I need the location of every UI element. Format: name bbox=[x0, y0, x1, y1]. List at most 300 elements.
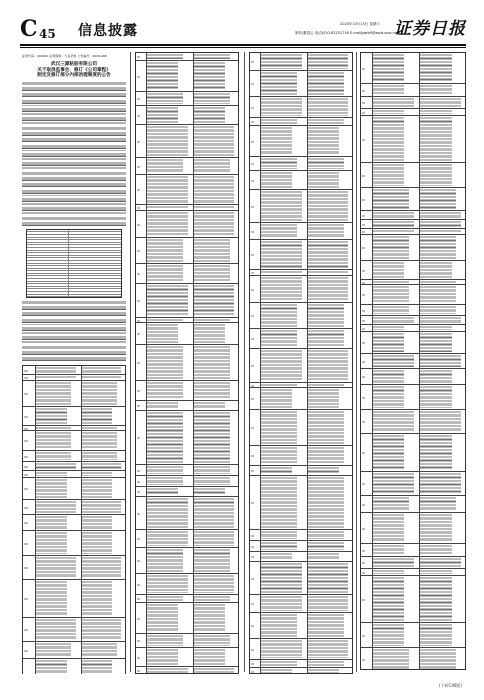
table-cell bbox=[373, 514, 404, 542]
table-cell bbox=[194, 531, 234, 546]
table-row bbox=[250, 157, 352, 171]
table-row bbox=[136, 634, 238, 648]
table-cell bbox=[82, 660, 112, 674]
table-row bbox=[23, 462, 125, 471]
table-cell bbox=[373, 624, 404, 646]
table-cell bbox=[194, 126, 234, 156]
table-cell bbox=[373, 189, 409, 209]
announcement-title-line: 制定及修订部分内部治理制度的公告 bbox=[37, 73, 111, 79]
table-row bbox=[361, 163, 465, 188]
table-cell bbox=[24, 377, 28, 379]
table-cell bbox=[147, 265, 182, 282]
articles-comparison-table bbox=[249, 52, 353, 674]
table-cell bbox=[251, 455, 254, 457]
table-cell bbox=[420, 355, 461, 367]
table-row bbox=[23, 478, 125, 500]
table-cell bbox=[194, 212, 234, 236]
table-row bbox=[136, 106, 238, 125]
table-cell bbox=[420, 386, 451, 408]
table-cell bbox=[251, 231, 254, 233]
table-cell bbox=[420, 164, 451, 186]
table-cell bbox=[251, 625, 254, 627]
table-row bbox=[361, 648, 465, 670]
table-cell bbox=[194, 668, 234, 673]
table-cell bbox=[82, 463, 121, 469]
table-row bbox=[250, 552, 352, 562]
table-cell bbox=[362, 483, 365, 485]
table-row bbox=[250, 613, 352, 639]
table-cell bbox=[251, 427, 254, 429]
table-row bbox=[361, 188, 465, 211]
table-cell bbox=[362, 328, 365, 330]
table-row bbox=[250, 595, 352, 613]
table-cell bbox=[24, 598, 28, 600]
table-cell bbox=[261, 614, 296, 637]
paragraph-text bbox=[22, 207, 126, 215]
table-cell bbox=[420, 514, 451, 542]
table-cell bbox=[251, 180, 254, 182]
table-cell bbox=[137, 273, 140, 275]
table-cell bbox=[373, 110, 404, 114]
table-cell bbox=[147, 62, 178, 90]
table-row bbox=[136, 175, 238, 205]
table-cell bbox=[362, 247, 365, 249]
table-cell bbox=[147, 382, 182, 399]
table-row bbox=[361, 285, 465, 305]
table-row bbox=[136, 92, 238, 106]
paragraph-text bbox=[22, 127, 126, 130]
table-cell bbox=[308, 127, 339, 155]
table-row bbox=[136, 497, 238, 530]
table-cell bbox=[362, 231, 365, 233]
table-cell bbox=[24, 428, 28, 430]
table-cell bbox=[137, 189, 140, 191]
table-cell bbox=[251, 556, 254, 558]
table-cell bbox=[261, 477, 296, 528]
table-cell bbox=[251, 649, 254, 651]
table-cell bbox=[373, 230, 414, 233]
table-cell bbox=[373, 281, 409, 283]
table-cell bbox=[137, 670, 140, 672]
page-header bbox=[20, 16, 466, 42]
table-cell bbox=[251, 470, 254, 472]
table-row bbox=[250, 97, 352, 118]
table-cell bbox=[362, 572, 365, 574]
table-row bbox=[136, 264, 238, 284]
table-row bbox=[361, 354, 465, 369]
paragraph-text bbox=[22, 222, 126, 226]
table-cell bbox=[373, 164, 404, 186]
table-cell bbox=[420, 333, 451, 352]
table-cell bbox=[251, 385, 254, 387]
table-row bbox=[250, 349, 352, 383]
paragraph-text bbox=[22, 138, 126, 143]
table-cell bbox=[362, 139, 365, 141]
table-cell bbox=[251, 289, 254, 291]
table-cell bbox=[194, 466, 229, 474]
table-cell bbox=[137, 166, 140, 168]
table-cell bbox=[362, 397, 365, 399]
table-cell bbox=[24, 416, 28, 418]
table-cell bbox=[24, 474, 28, 476]
table-cell bbox=[82, 532, 112, 554]
table-row bbox=[23, 381, 125, 407]
table-cell bbox=[261, 271, 301, 274]
table-cell bbox=[147, 477, 182, 485]
table-row bbox=[23, 451, 125, 462]
table-row bbox=[136, 323, 238, 345]
table-row bbox=[361, 316, 465, 325]
table-cell bbox=[251, 141, 254, 143]
table-cell bbox=[251, 163, 254, 165]
table-cell bbox=[373, 497, 409, 511]
table-row bbox=[136, 603, 238, 634]
table-cell bbox=[362, 562, 365, 564]
table-cell bbox=[420, 411, 461, 432]
table-cell bbox=[36, 427, 71, 429]
paragraph-text bbox=[22, 306, 126, 310]
articles-comparison-table bbox=[360, 52, 466, 670]
table-cell bbox=[251, 671, 254, 673]
table-cell bbox=[147, 324, 178, 343]
table-cell bbox=[261, 563, 301, 593]
table-cell bbox=[420, 236, 456, 259]
table-row bbox=[250, 446, 352, 466]
table-cell bbox=[82, 479, 112, 498]
table-cell bbox=[251, 502, 254, 504]
paragraph-text bbox=[22, 357, 126, 362]
table-cell bbox=[261, 447, 296, 464]
table-row bbox=[250, 668, 352, 674]
table-cell bbox=[362, 199, 365, 201]
editor-contact: 制作|董春云 电话|010-83251716 E-mail|zqrb9@zqrb.sina.net bbox=[295, 31, 399, 35]
column-divider bbox=[130, 52, 131, 672]
table-cell bbox=[194, 324, 225, 343]
table-cell bbox=[251, 61, 254, 63]
table-row bbox=[136, 284, 238, 318]
table-cell bbox=[36, 516, 66, 529]
table-cell bbox=[308, 224, 343, 238]
table-cell bbox=[308, 54, 348, 69]
table-cell bbox=[420, 497, 456, 511]
table-row bbox=[136, 61, 238, 92]
table-cell bbox=[261, 596, 301, 611]
table-cell bbox=[24, 456, 28, 458]
table-row bbox=[361, 235, 465, 261]
table-cell bbox=[420, 624, 451, 646]
table-cell bbox=[147, 649, 178, 665]
table-cell bbox=[373, 570, 404, 574]
table-cell bbox=[373, 577, 404, 621]
table-cell bbox=[147, 107, 178, 123]
table-cell bbox=[308, 350, 348, 381]
table-row bbox=[361, 261, 465, 280]
table-cell bbox=[261, 172, 292, 188]
table-cell bbox=[194, 596, 229, 601]
paragraph-text bbox=[22, 87, 126, 91]
table-cell bbox=[194, 477, 229, 485]
table-row bbox=[250, 223, 352, 240]
table-cell bbox=[261, 467, 292, 474]
table-cell bbox=[308, 191, 348, 221]
table-cell bbox=[82, 432, 117, 449]
table-row bbox=[361, 434, 465, 472]
table-cell bbox=[308, 72, 343, 95]
table-cell bbox=[251, 578, 254, 580]
table-row bbox=[361, 109, 465, 116]
table-row bbox=[136, 465, 238, 476]
table-cell bbox=[82, 452, 117, 460]
paragraph-text bbox=[22, 346, 126, 349]
table-cell bbox=[420, 435, 451, 470]
table-cell bbox=[82, 472, 112, 476]
table-cell bbox=[194, 54, 229, 59]
issue-date: 2020年10月15日 星期六 bbox=[340, 22, 380, 26]
table-cell bbox=[308, 542, 343, 550]
table-row bbox=[361, 84, 465, 97]
table-row bbox=[250, 476, 352, 530]
announcement-title bbox=[22, 62, 126, 79]
table-cell bbox=[308, 389, 339, 408]
table-cell bbox=[308, 596, 348, 611]
table-row bbox=[250, 53, 352, 71]
table-cell bbox=[194, 107, 225, 123]
header-rule-thin bbox=[20, 47, 466, 48]
paragraph-text bbox=[22, 153, 126, 160]
table-cell bbox=[194, 402, 225, 409]
table-cell bbox=[362, 659, 365, 661]
table-cell bbox=[137, 98, 140, 100]
table-cell bbox=[420, 558, 461, 567]
table-cell bbox=[261, 531, 296, 539]
table-cell bbox=[194, 575, 234, 593]
table-cell bbox=[308, 241, 348, 268]
table-cell bbox=[420, 306, 456, 314]
table-cell bbox=[420, 545, 451, 555]
column-divider bbox=[356, 52, 357, 672]
paragraph-text bbox=[22, 172, 126, 175]
table-cell bbox=[36, 581, 66, 616]
paragraph-text bbox=[22, 301, 126, 304]
table-row bbox=[361, 220, 465, 229]
table-row bbox=[136, 648, 238, 667]
table-cell bbox=[362, 68, 365, 70]
table-cell bbox=[261, 542, 296, 550]
table-row bbox=[250, 118, 352, 126]
table-cell bbox=[373, 333, 404, 352]
table-row bbox=[23, 431, 125, 451]
table-cell bbox=[194, 549, 229, 572]
paragraph-text bbox=[22, 198, 126, 205]
table-cell bbox=[147, 466, 182, 474]
table-cell bbox=[147, 575, 187, 593]
table-cell bbox=[194, 635, 229, 646]
table-cell bbox=[373, 221, 414, 227]
paragraph-text bbox=[22, 93, 126, 98]
table-cell bbox=[82, 427, 117, 429]
table-cell bbox=[137, 362, 140, 364]
table-cell bbox=[194, 346, 229, 379]
table-row bbox=[136, 487, 238, 497]
table-cell bbox=[24, 543, 28, 545]
table-cell bbox=[362, 528, 365, 530]
paragraph-text bbox=[22, 177, 126, 181]
table-cell bbox=[147, 159, 182, 173]
table-cell bbox=[261, 389, 292, 408]
table-row bbox=[23, 618, 125, 642]
table-row bbox=[23, 659, 125, 674]
table-cell bbox=[308, 467, 339, 474]
continued-note: (下转C46版) bbox=[438, 683, 462, 688]
table-cell bbox=[420, 262, 451, 278]
table-cell bbox=[36, 501, 75, 513]
table-row bbox=[23, 407, 125, 426]
table-cell bbox=[147, 412, 182, 463]
table-row bbox=[250, 171, 352, 190]
table-cell bbox=[308, 119, 343, 124]
table-cell bbox=[308, 531, 343, 539]
table-cell bbox=[261, 98, 301, 116]
paragraph-text bbox=[22, 100, 126, 106]
paragraph-text bbox=[22, 183, 126, 188]
table-cell bbox=[251, 603, 254, 605]
table-cell bbox=[36, 463, 75, 469]
table-row bbox=[136, 345, 238, 381]
table-row bbox=[136, 53, 238, 61]
table-cell bbox=[147, 604, 178, 632]
table-cell bbox=[373, 236, 409, 259]
table-row bbox=[136, 381, 238, 401]
table-cell bbox=[24, 567, 28, 569]
table-row bbox=[250, 126, 352, 157]
table-cell bbox=[261, 72, 296, 95]
table-cell bbox=[147, 346, 182, 379]
table-cell bbox=[420, 370, 451, 383]
table-cell bbox=[420, 281, 456, 283]
paragraph-text bbox=[22, 82, 126, 85]
table-row bbox=[136, 476, 238, 487]
table-row bbox=[136, 548, 238, 574]
table-cell bbox=[308, 304, 343, 327]
table-cell bbox=[261, 191, 301, 221]
table-cell bbox=[147, 126, 187, 156]
table-cell bbox=[362, 504, 365, 506]
table-cell bbox=[261, 241, 301, 268]
table-cell bbox=[420, 326, 451, 330]
table-row bbox=[23, 471, 125, 478]
articles-comparison-table bbox=[22, 365, 126, 674]
table-row bbox=[136, 211, 238, 238]
table-cell bbox=[373, 370, 404, 383]
table-cell bbox=[137, 76, 140, 78]
table-cell bbox=[362, 310, 365, 312]
table-row bbox=[361, 305, 465, 316]
table-cell bbox=[420, 577, 451, 621]
table-cell bbox=[308, 330, 343, 347]
table-cell bbox=[308, 640, 348, 658]
table-cell bbox=[308, 563, 348, 593]
table-cell bbox=[261, 553, 292, 560]
table-cell bbox=[251, 206, 254, 208]
table-cell bbox=[362, 112, 365, 114]
table-cell bbox=[137, 538, 140, 540]
table-row bbox=[361, 332, 465, 354]
table-cell bbox=[251, 83, 254, 85]
table-cell bbox=[137, 470, 140, 472]
table-cell bbox=[420, 230, 461, 233]
paragraph-text bbox=[22, 117, 126, 125]
table-row bbox=[361, 385, 465, 410]
table-cell bbox=[261, 119, 296, 124]
table-cell bbox=[251, 535, 254, 537]
paragraph-text bbox=[22, 132, 126, 136]
table-row bbox=[250, 276, 352, 303]
table-cell bbox=[147, 239, 182, 262]
table-cell bbox=[251, 254, 254, 256]
table-row bbox=[136, 667, 238, 674]
table-cell bbox=[362, 282, 365, 284]
table-cell bbox=[137, 491, 140, 493]
table-cell bbox=[147, 176, 187, 203]
table-cell bbox=[308, 411, 343, 444]
table-row bbox=[136, 411, 238, 465]
table-cell bbox=[147, 402, 178, 409]
table-row bbox=[361, 53, 465, 84]
table-cell bbox=[82, 408, 112, 424]
table-cell bbox=[194, 488, 225, 495]
table-cell bbox=[137, 207, 140, 209]
table-cell bbox=[261, 158, 296, 169]
paragraph-text bbox=[22, 336, 126, 344]
announcement-body bbox=[22, 301, 126, 362]
table-cell bbox=[36, 452, 71, 460]
table-cell bbox=[194, 412, 229, 463]
table-cell bbox=[36, 472, 66, 476]
table-cell bbox=[137, 224, 140, 226]
table-cell bbox=[251, 338, 254, 340]
table-cell bbox=[308, 661, 343, 666]
paragraph-text bbox=[22, 108, 126, 115]
table-row bbox=[23, 556, 125, 580]
table-cell bbox=[82, 367, 121, 373]
table-row bbox=[250, 190, 352, 223]
table-row bbox=[250, 541, 352, 552]
section-title: 信息披露 bbox=[78, 23, 138, 39]
table-cell bbox=[194, 285, 234, 316]
table-cell bbox=[373, 649, 409, 669]
table-row bbox=[250, 660, 352, 668]
table-row bbox=[361, 576, 465, 623]
table-cell bbox=[373, 386, 404, 408]
table-cell bbox=[420, 286, 456, 303]
table-cell bbox=[137, 300, 140, 302]
table-cell bbox=[36, 382, 71, 405]
table-cell bbox=[147, 93, 182, 104]
table-cell bbox=[251, 107, 254, 109]
table-cell bbox=[194, 498, 234, 528]
table-cell bbox=[373, 355, 414, 367]
table-cell bbox=[82, 382, 117, 405]
table-cell bbox=[308, 158, 343, 169]
paragraph-text bbox=[22, 327, 126, 334]
table-cell bbox=[362, 452, 365, 454]
table-cell bbox=[251, 398, 254, 400]
table-cell bbox=[137, 115, 140, 117]
table-row bbox=[23, 642, 125, 659]
table-cell bbox=[373, 473, 414, 494]
table-cell bbox=[137, 56, 140, 58]
table-cell bbox=[373, 317, 414, 323]
